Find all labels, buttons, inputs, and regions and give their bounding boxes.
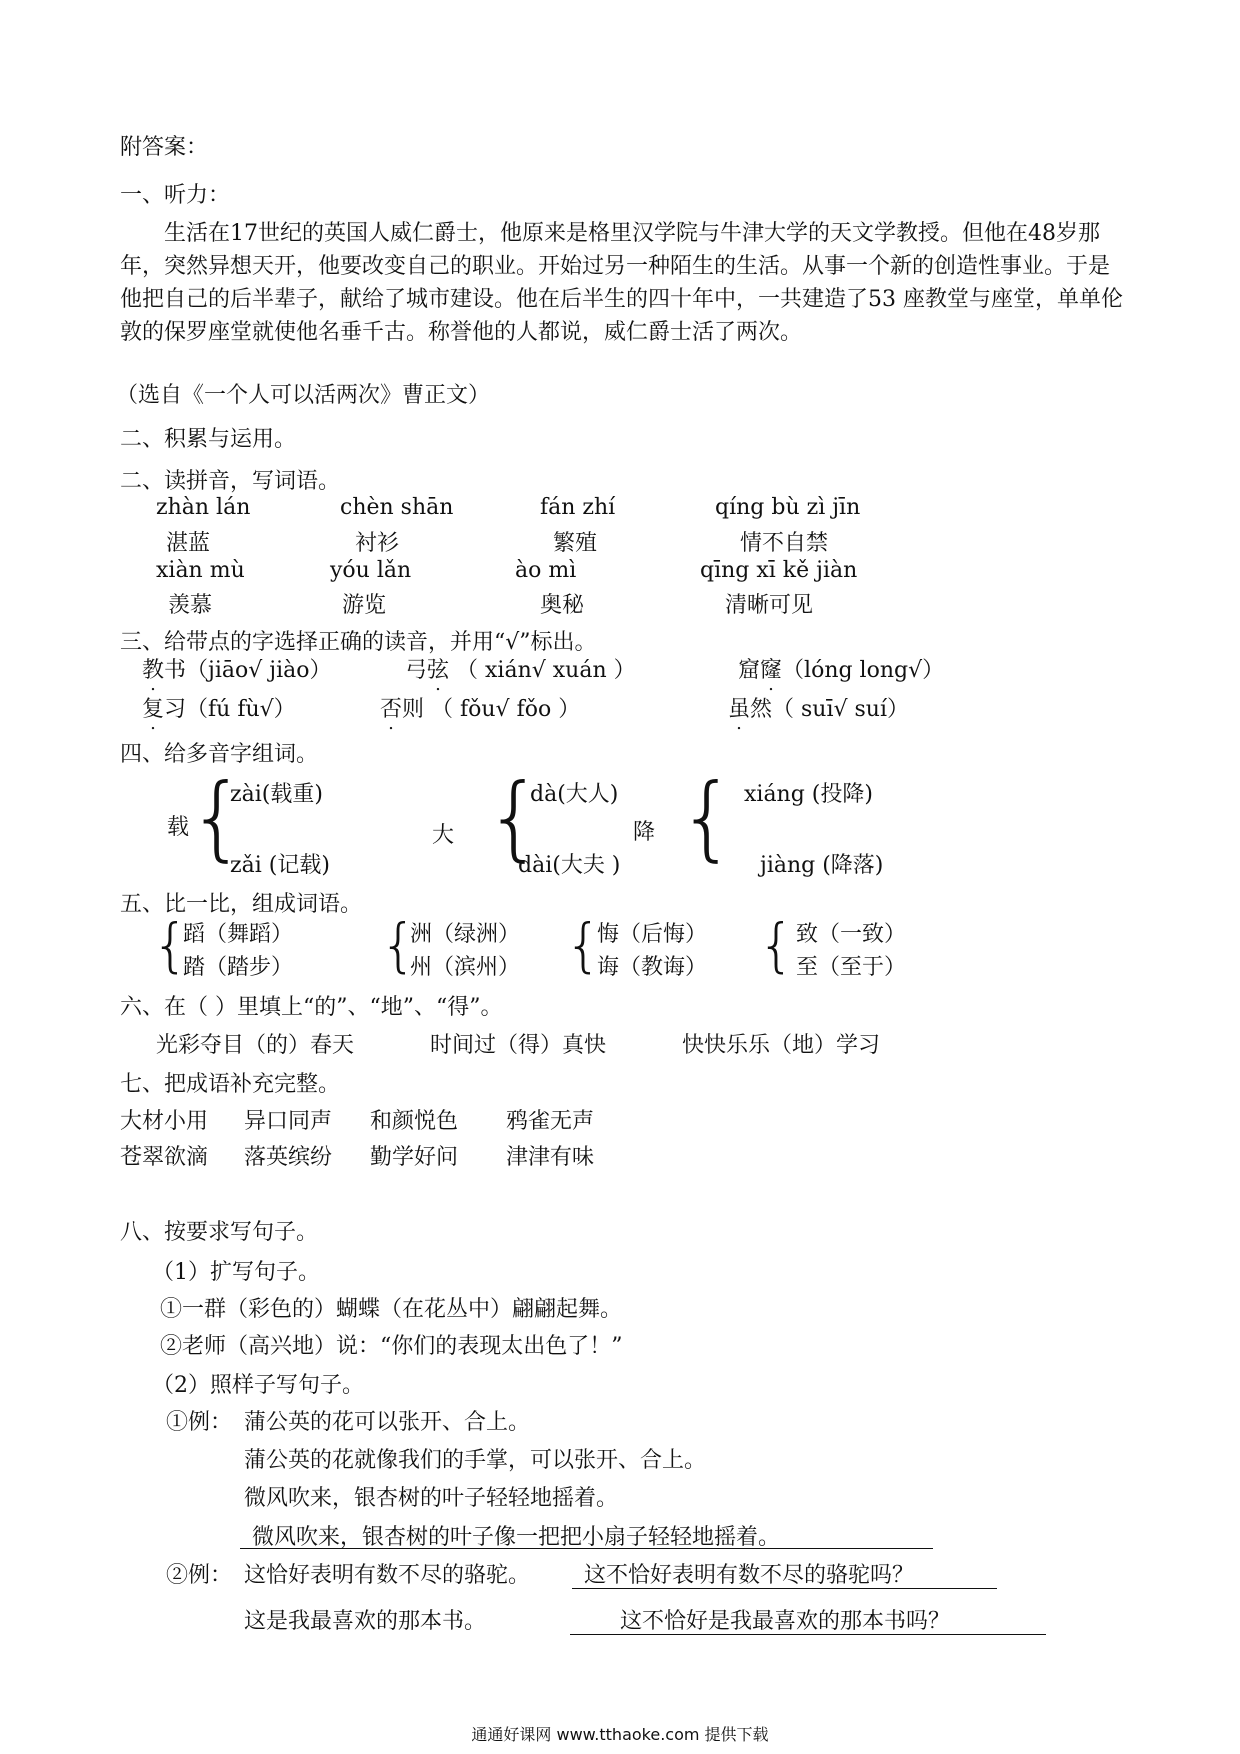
answer-sentence: 这不恰好表明有数不尽的骆驼吗？ xyxy=(584,1563,915,1588)
brace-icon: { xyxy=(565,911,602,979)
compare-word: 蹈（舞蹈） xyxy=(183,922,294,947)
brace-icon: { xyxy=(380,911,417,979)
section-heading-pinyin: 二、读拼音，写词语。 xyxy=(120,469,341,494)
compare-word: 州（滨州） xyxy=(410,955,521,980)
expanded-sentence: ①一群（彩色的）蝴蝶（在花丛中）翩翩起舞。 xyxy=(160,1297,623,1322)
listening-passage: 生活在17世纪的英国人威仁爵士，他原来是格里汉学院与牛津大学的天文学教授。但他在48岁那年，突然异想天开，他要改变自己的职业。开始过另一种陌生的生活。从事一个新的创造性事业。于是他把自己的后半辈子，献给了城市建设。他在后半生的四十年中，一共建造了53 座教堂与座堂，单单伦敦的保罗座堂就使他名垂千古。称誉他的人都说，威仁爵士活了两次。 xyxy=(120,221,1123,345)
section-heading-accumulation: 二、积累与运用。 xyxy=(120,427,297,452)
brace-icon: { xyxy=(152,911,189,979)
idiom: 异口同声 xyxy=(244,1109,333,1134)
particle-answer: 快快乐乐（地）学习 xyxy=(682,1033,881,1058)
idiom: 和颜悦色 xyxy=(370,1109,459,1134)
compare-word: 诲（教诲） xyxy=(597,955,708,980)
idiom: 落英缤纷 xyxy=(244,1145,333,1170)
pinyin: yóu lǎn xyxy=(330,558,412,583)
pronunciation-item: 教书（jiāo√ jiào） xyxy=(142,658,332,683)
answer-word: 游览 xyxy=(342,593,387,618)
pinyin: xiàn mù xyxy=(156,558,245,583)
section-heading-pronunciation: 三、给带点的字选择正确的读音，并用“√”标出。 xyxy=(120,630,597,655)
pronunciation-item: 弓弦 （ xián√ xuán ） xyxy=(405,658,636,683)
answer-word: 衬衫 xyxy=(355,531,400,556)
polyphone-word: zǎi (记载) xyxy=(230,853,330,878)
example-sentence: 微风吹来，银杏树的叶子轻轻地摇着。 xyxy=(244,1486,619,1511)
particle-answer: 光彩夺目（的）春天 xyxy=(156,1033,355,1058)
page-footer: 通通好课网 www.tthaoke.com 提供下载 xyxy=(471,1725,769,1744)
pinyin: chèn shān xyxy=(340,495,454,520)
subheading-imitate: （2）照样子写句子。 xyxy=(152,1373,364,1398)
polyphone-char: 大 xyxy=(432,823,455,848)
answer-word: 情不自禁 xyxy=(740,531,829,556)
brace-icon: { xyxy=(678,764,737,871)
example-sentence: 蒲公英的花就像我们的手掌，可以张开、合上。 xyxy=(244,1448,707,1473)
brace-icon: { xyxy=(188,764,247,871)
example-label: ①例： xyxy=(166,1410,233,1435)
pinyin: qīng xī kě jiàn xyxy=(700,558,858,583)
compare-word: 踏（踏步） xyxy=(183,955,294,980)
section-heading-sentences: 八、按要求写句子。 xyxy=(120,1220,319,1245)
answer-underline xyxy=(240,1548,933,1549)
idiom: 津津有味 xyxy=(506,1145,595,1170)
polyphone-word: xiáng (投降) xyxy=(744,782,873,807)
polyphone-char: 降 xyxy=(633,820,656,845)
idiom: 勤学好问 xyxy=(370,1145,459,1170)
answer-word: 湛蓝 xyxy=(166,531,211,556)
particle-answer: 时间过（得）真快 xyxy=(430,1033,607,1058)
compare-word: 致（一致） xyxy=(796,922,907,947)
compare-word: 悔（后悔） xyxy=(597,922,708,947)
section-heading-particles: 六、在（ ）里填上“的”、“地”、“得”。 xyxy=(120,995,503,1020)
polyphone-word: jiàng (降落) xyxy=(760,853,884,878)
pinyin: qíng bù zì jīn xyxy=(715,495,861,520)
pinyin: zhàn lán xyxy=(156,495,251,520)
answer-underline xyxy=(570,1634,1046,1635)
compare-word: 洲（绿洲） xyxy=(410,922,521,947)
expanded-sentence: ②老师（高兴地）说：“你们的表现太出色了！” xyxy=(160,1334,623,1359)
answer-sentence: 这不恰好是我最喜欢的那本书吗？ xyxy=(620,1609,951,1634)
polyphone-word: dài(大夫 ) xyxy=(518,853,621,878)
idiom: 苍翠欲滴 xyxy=(120,1145,209,1170)
section-heading-idioms: 七、把成语补充完整。 xyxy=(120,1072,341,1097)
example-sentence: 蒲公英的花可以张开、合上。 xyxy=(244,1410,531,1435)
answer-word: 奥秘 xyxy=(540,593,585,618)
answer-word: 清晰可见 xyxy=(725,593,814,618)
brace-icon: { xyxy=(758,911,795,979)
pronunciation-item: 复习（fú fù√） xyxy=(142,697,296,722)
page-title: 附答案： xyxy=(120,135,209,160)
idiom: 大材小用 xyxy=(120,1109,209,1134)
pronunciation-item: 否则 （ fǒu√ fǒo ） xyxy=(380,697,581,722)
answer-underline xyxy=(572,1588,997,1589)
polyphone-word: dà(大人) xyxy=(530,782,619,807)
pinyin: fán zhí xyxy=(540,495,616,520)
example-label: ②例： xyxy=(166,1563,233,1588)
pronunciation-item: 窟窿（lóng long√） xyxy=(738,658,945,683)
section-heading-compare: 五、比一比，组成词语。 xyxy=(120,892,363,917)
example-sentence: 这恰好表明有数不尽的骆驼。 xyxy=(244,1563,531,1588)
passage-source: （选自《一个人可以活两次》曹正文） xyxy=(116,383,491,408)
polyphone-char: 载 xyxy=(167,815,190,840)
example-sentence: 这是我最喜欢的那本书。 xyxy=(244,1609,487,1634)
idiom: 鸦雀无声 xyxy=(506,1109,595,1134)
compare-word: 至（至于） xyxy=(796,955,907,980)
subheading-expand: （1）扩写句子。 xyxy=(152,1260,320,1285)
pinyin: ào mì xyxy=(515,558,577,583)
section-heading-polyphone: 四、给多音字组词。 xyxy=(120,742,319,767)
pronunciation-item: 虽然（ suī√ suí） xyxy=(728,697,910,722)
answer-sentence: 微风吹来，银杏树的叶子像一把把小扇子轻轻地摇着。 xyxy=(252,1525,781,1550)
brace-icon: { xyxy=(485,764,544,871)
answer-word: 羡慕 xyxy=(168,593,213,618)
section-heading-listening: 一、听力： xyxy=(120,183,231,208)
answer-word: 繁殖 xyxy=(553,531,598,556)
polyphone-word: zài(载重) xyxy=(230,782,323,807)
